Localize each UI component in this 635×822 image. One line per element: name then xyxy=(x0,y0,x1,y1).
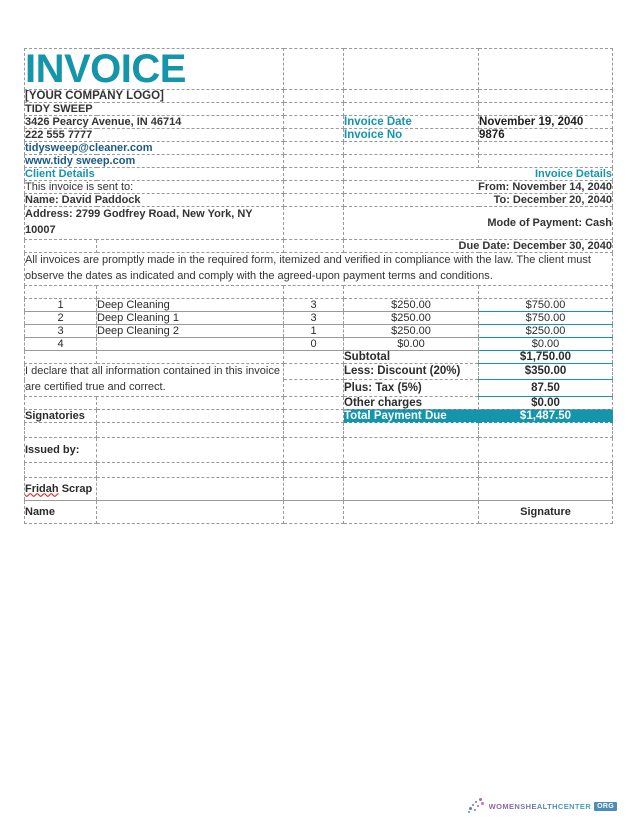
cell-unit-price: $0.00 xyxy=(344,337,479,350)
company-name-row xyxy=(25,103,613,116)
issued-by-row xyxy=(25,437,613,462)
signatories-label: Signatories xyxy=(25,409,97,422)
cell-quantity: 1 xyxy=(284,324,344,337)
terms-note: All invoices are promptly made in the required form, itemized and verified in compliance with the law. The client must observe the dates as indicated and comply with the agreed-upon payment terms and conditions. xyxy=(25,252,613,285)
grid-cell-empty xyxy=(284,363,344,379)
logo-row xyxy=(25,90,613,103)
grid-cell-empty xyxy=(344,155,479,168)
grid-cell-empty xyxy=(25,350,97,363)
client-name-row xyxy=(25,194,613,207)
grid-cell-empty xyxy=(284,239,344,252)
grid-cell-empty xyxy=(479,49,613,90)
spacer-row xyxy=(25,422,613,437)
invoice-details-heading: Invoice Details xyxy=(344,168,613,181)
grid-cell-empty xyxy=(344,462,479,477)
grid-cell-empty xyxy=(479,422,613,437)
issuer-first-name: Fridah xyxy=(25,482,59,495)
cell-unit-price: $250.00 xyxy=(344,311,479,324)
company-logo-placeholder: [YOUR COMPANY LOGO] xyxy=(25,90,284,103)
company-website-row xyxy=(25,155,613,168)
table-row xyxy=(25,337,613,350)
signature-labels-row xyxy=(25,500,613,523)
client-name: Name: David Paddock xyxy=(25,194,284,207)
grid-cell-empty xyxy=(479,477,613,500)
totals-row-other-charges xyxy=(25,396,613,409)
company-website[interactable]: www.tidy sweep.com xyxy=(25,155,284,168)
column-header-quantity: Quantity xyxy=(284,285,344,298)
watermark-logo xyxy=(468,798,617,814)
grid-cell-empty xyxy=(97,350,284,363)
watermark-org-badge: ORG xyxy=(594,802,617,811)
grid-cell-empty xyxy=(25,422,97,437)
totals-value-total-due: $1,487.50 xyxy=(479,409,613,422)
invoice-grid xyxy=(24,48,613,524)
issued-by-label: Issued by: xyxy=(25,437,97,462)
grid-cell-empty xyxy=(284,142,344,155)
table-row xyxy=(25,324,613,337)
cell-quantity: 3 xyxy=(284,298,344,311)
grid-cell-empty xyxy=(284,168,344,181)
grid-cell-empty xyxy=(284,207,344,240)
grid-cell-empty xyxy=(479,90,613,103)
dot-cluster-icon xyxy=(468,798,486,814)
grid-cell-empty xyxy=(284,181,344,194)
terms-note-row xyxy=(25,252,613,285)
grid-cell-empty xyxy=(479,462,613,477)
totals-label-subtotal: Subtotal xyxy=(344,350,479,363)
client-details-heading: Client Details xyxy=(25,168,284,181)
grid-cell-empty xyxy=(284,155,344,168)
invoice-period-from: From: November 14, 2040 xyxy=(344,181,613,194)
grid-cell-empty xyxy=(97,239,284,252)
watermark-text: WOMENSHEALTHCENTER xyxy=(488,801,592,811)
totals-label-other-charges: Other charges xyxy=(344,396,479,409)
cell-item-description: Deep Cleaning xyxy=(97,298,284,311)
cell-item-number: 3 xyxy=(25,324,97,337)
grid-cell-empty xyxy=(479,155,613,168)
cell-quantity: 3 xyxy=(284,311,344,324)
grid-cell-empty xyxy=(97,422,284,437)
details-heading-row xyxy=(25,168,613,181)
table-row xyxy=(25,311,613,324)
company-email[interactable]: tidysweep@cleaner.com xyxy=(25,142,284,155)
grid-cell-empty xyxy=(284,380,344,396)
grid-cell-empty xyxy=(97,396,284,409)
column-header-unit-price: Unit Price xyxy=(344,285,479,298)
totals-value-other-charges: $0.00 xyxy=(479,396,613,409)
invoice-date-value: November 19, 2040 xyxy=(479,116,613,129)
grid-cell-empty xyxy=(25,396,97,409)
cell-item-number: 4 xyxy=(25,337,97,350)
totals-label-discount: Less: Discount (20%) xyxy=(344,363,479,379)
grid-cell-empty xyxy=(97,409,284,422)
totals-row-subtotal xyxy=(25,350,613,363)
grid-cell-empty xyxy=(97,500,284,523)
name-label: Name xyxy=(25,500,97,523)
company-phone: 222 555 7777 xyxy=(25,129,284,142)
cell-total-amount: $750.00 xyxy=(479,311,613,324)
company-address-row xyxy=(25,116,613,129)
grid-cell-empty xyxy=(97,462,284,477)
grid-cell-empty xyxy=(97,477,284,500)
grid-cell-empty xyxy=(479,103,613,116)
grid-cell-empty xyxy=(284,409,344,422)
grid-cell-empty xyxy=(25,239,97,252)
cell-item-number: 1 xyxy=(25,298,97,311)
client-address-row xyxy=(25,207,613,240)
grid-cell-empty xyxy=(25,462,97,477)
grid-cell-empty xyxy=(479,437,613,462)
totals-value-tax: 87.50 xyxy=(479,380,613,396)
issuer-name-row xyxy=(25,477,613,500)
company-phone-row xyxy=(25,129,613,142)
cell-total-amount: $0.00 xyxy=(479,337,613,350)
issuer-last-name: Scrap xyxy=(61,482,93,495)
grid-cell-empty xyxy=(284,396,344,409)
declaration-text: I declare that all information contained in this invoice are certified true and correct. xyxy=(25,363,284,396)
invoice-no-label: Invoice No xyxy=(344,129,479,142)
cell-item-description: Deep Cleaning 2 xyxy=(97,324,284,337)
client-address: Address: 2799 Godfrey Road, New York, NY 10007 xyxy=(25,207,284,240)
grid-cell-empty xyxy=(344,422,479,437)
grid-cell-empty xyxy=(284,49,344,90)
grid-cell-empty xyxy=(284,194,344,207)
cell-item-number: 2 xyxy=(25,311,97,324)
totals-row-discount xyxy=(25,363,613,379)
grid-cell-empty xyxy=(344,477,479,500)
totals-label-tax: Plus: Tax (5%) xyxy=(344,380,479,396)
company-name: TIDY SWEEP xyxy=(25,103,284,116)
invoice-date-label: Invoice Date xyxy=(344,116,479,129)
cell-quantity: 0 xyxy=(284,337,344,350)
page-title: INVOICE xyxy=(25,49,284,90)
grid-cell-empty xyxy=(284,437,344,462)
grid-cell-empty xyxy=(284,129,344,142)
totals-value-subtotal: $1,750.00 xyxy=(479,350,613,363)
grid-cell-empty xyxy=(284,477,344,500)
company-email-row xyxy=(25,142,613,155)
cell-item-description: Deep Cleaning 1 xyxy=(97,311,284,324)
grid-cell-empty xyxy=(284,350,344,363)
grid-cell-empty xyxy=(344,49,479,90)
column-header-item-number: Item# xyxy=(25,285,97,298)
totals-row-total-due xyxy=(25,409,613,422)
invoice-mode-of-payment: Mode of Payment: Cash xyxy=(344,207,613,240)
grid-cell-empty xyxy=(284,500,344,523)
cell-total-amount: $750.00 xyxy=(479,298,613,311)
grid-cell-empty xyxy=(97,437,284,462)
invoice-due-date: Due Date: December 30, 2040 xyxy=(344,239,613,252)
cell-total-amount: $250.00 xyxy=(479,324,613,337)
totals-value-discount: $350.00 xyxy=(479,363,613,379)
client-sent-to: This invoice is sent to: xyxy=(25,181,284,194)
totals-label-total-due: Total Payment Due xyxy=(344,409,479,422)
cell-item-description xyxy=(97,337,284,350)
grid-cell-empty xyxy=(284,90,344,103)
column-header-item-description: Item Description xyxy=(97,285,284,298)
cell-unit-price: $250.00 xyxy=(344,298,479,311)
grid-cell-empty xyxy=(284,116,344,129)
grid-cell-empty xyxy=(344,90,479,103)
column-header-total-amount: Total Amount xyxy=(479,285,613,298)
grid-cell-empty xyxy=(284,103,344,116)
grid-cell-empty xyxy=(344,142,479,155)
title-row xyxy=(25,49,613,90)
grid-cell-empty xyxy=(284,462,344,477)
invoice-period-to: To: December 20, 2040 xyxy=(344,194,613,207)
grid-cell-empty xyxy=(344,103,479,116)
grid-cell-empty xyxy=(479,142,613,155)
client-sentto-row xyxy=(25,181,613,194)
table-row xyxy=(25,298,613,311)
grid-cell-empty xyxy=(284,422,344,437)
items-header-row xyxy=(25,285,613,298)
grid-cell-empty xyxy=(344,500,479,523)
cell-unit-price: $250.00 xyxy=(344,324,479,337)
spacer-row xyxy=(25,462,613,477)
due-date-row xyxy=(25,239,613,252)
issuer-name xyxy=(25,477,97,500)
grid-cell-empty xyxy=(344,437,479,462)
company-address: 3426 Pearcy Avenue, IN 46714 xyxy=(25,116,284,129)
invoice-no-value: 9876 xyxy=(479,129,613,142)
signature-label: Signature xyxy=(479,500,613,523)
